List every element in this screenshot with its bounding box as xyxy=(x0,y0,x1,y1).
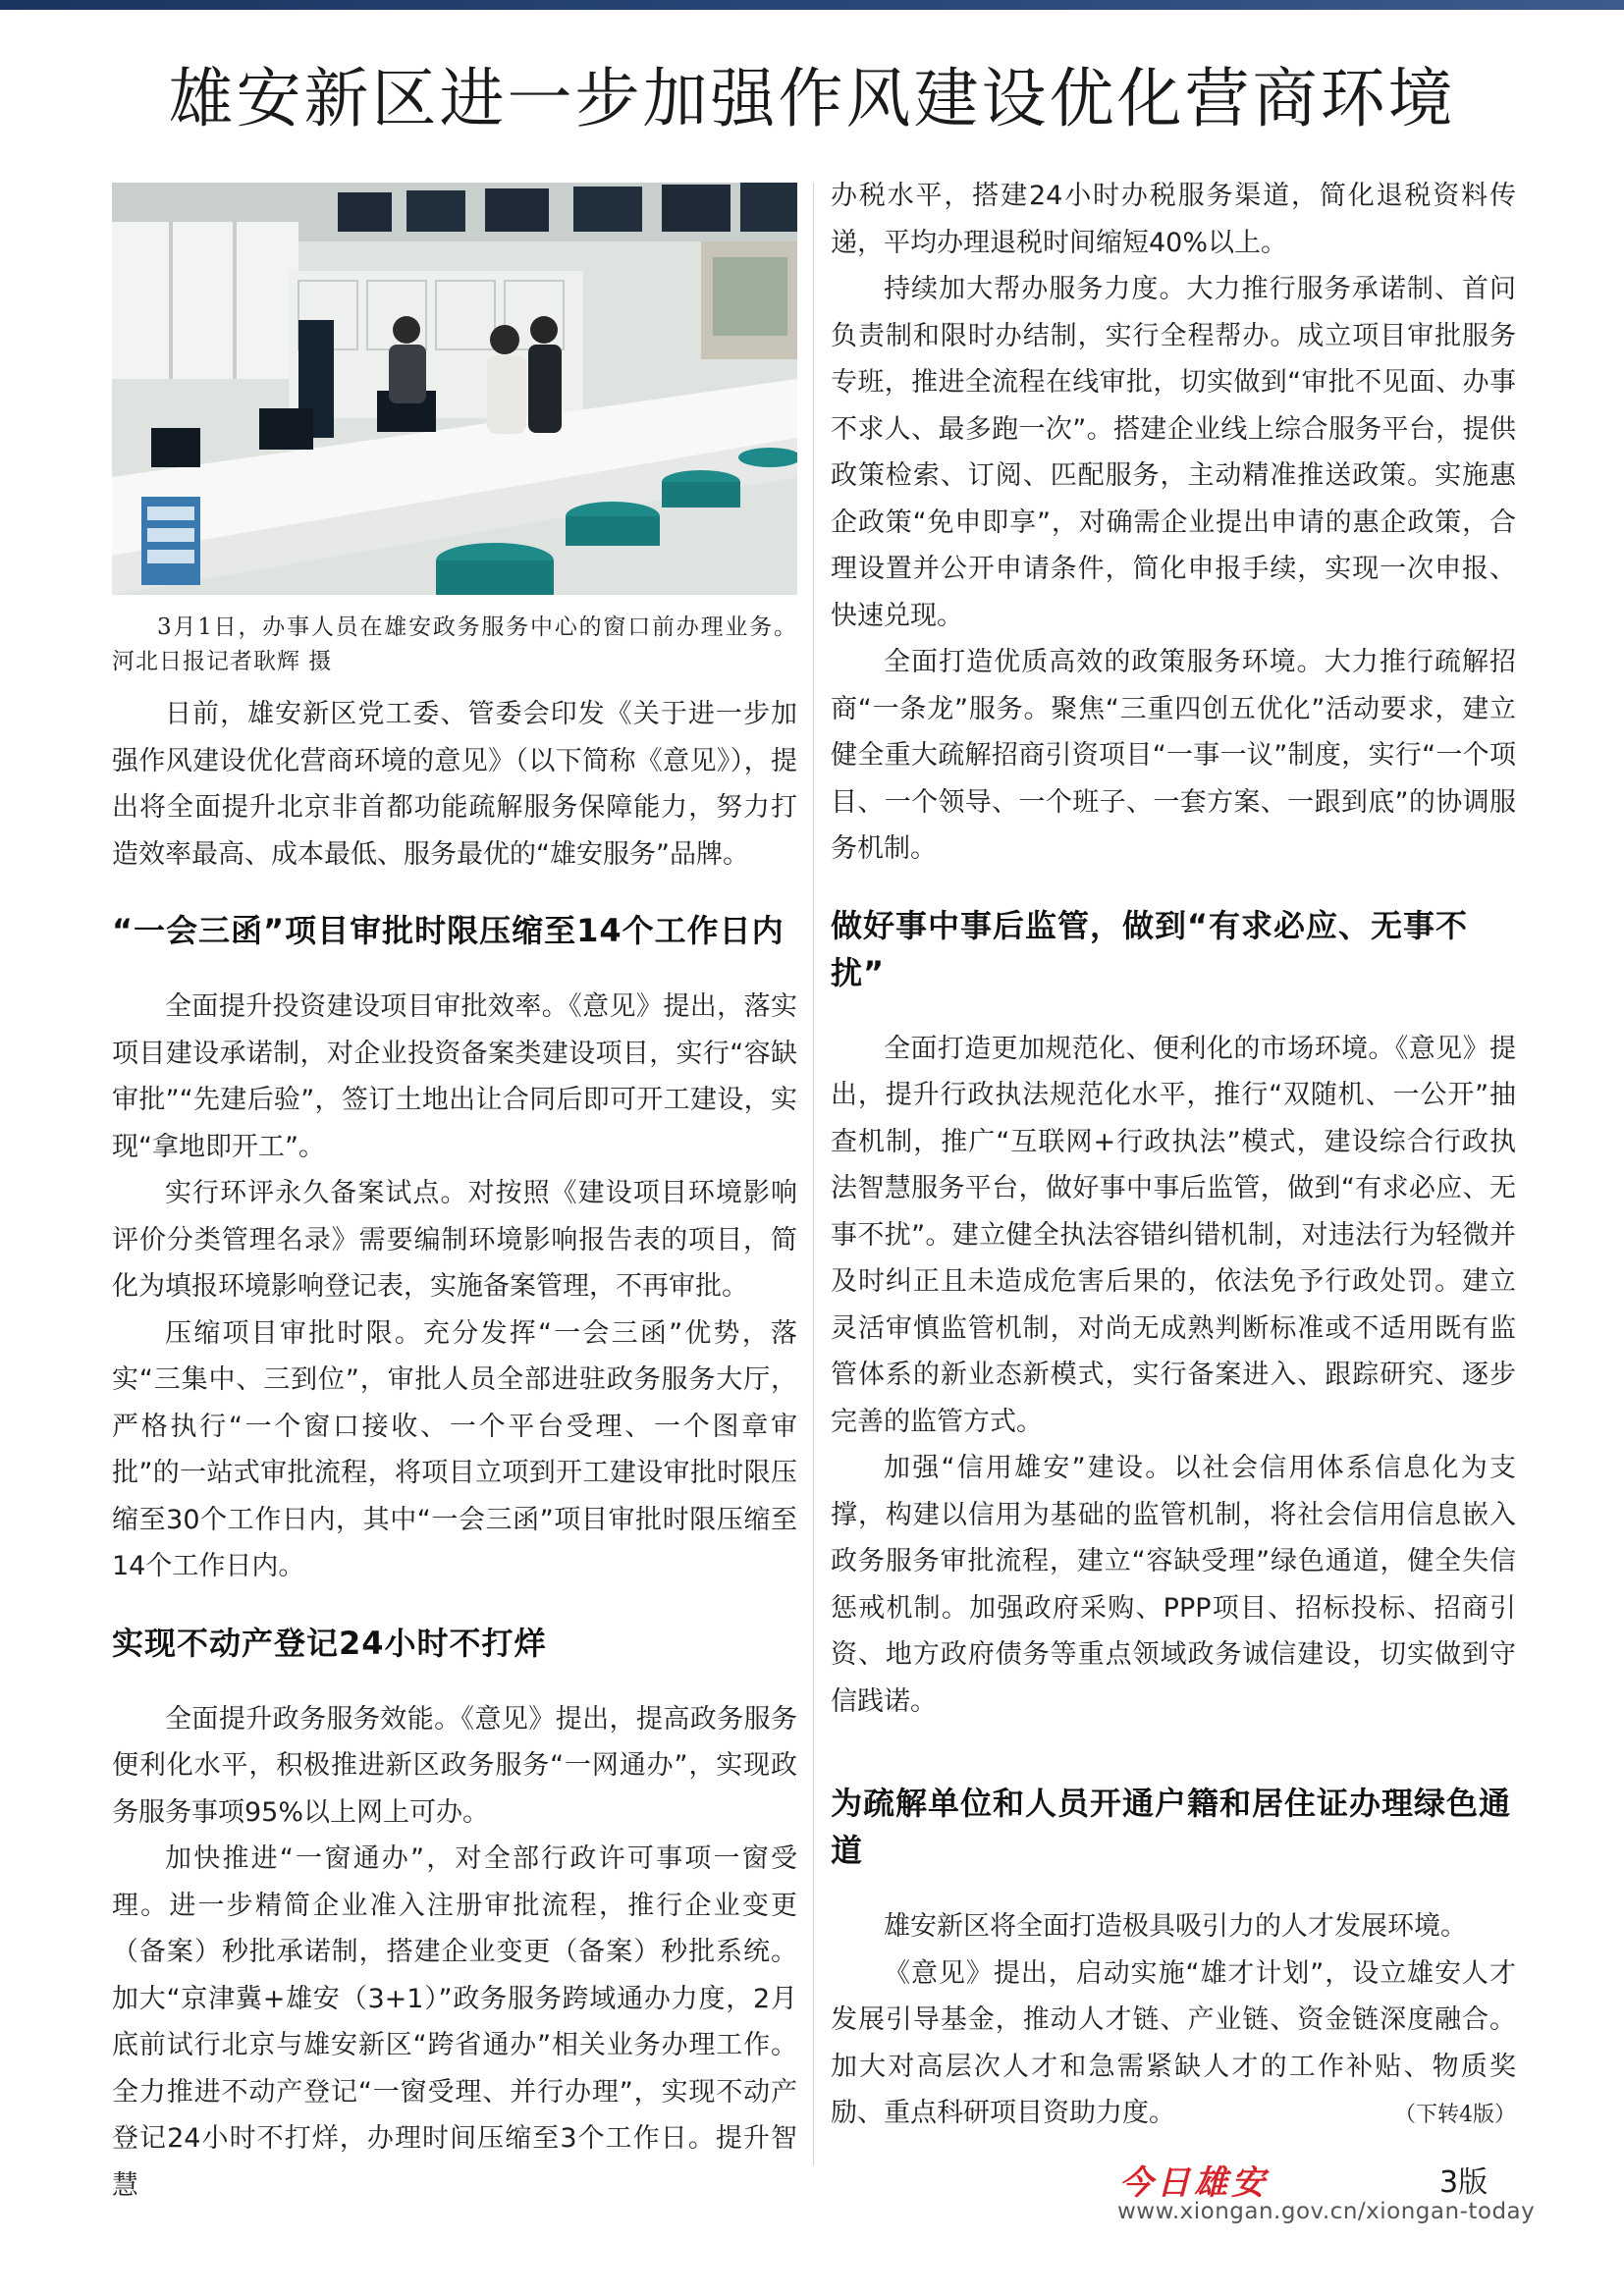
newspaper-logo: 今日雄安 xyxy=(1119,2163,1269,2203)
continued-paragraph: 办税水平，搭建24小时办税服务渠道，简化退税资料传递，平均办理退税时间缩短40%以上。 xyxy=(831,181,1516,258)
intro-paragraph: 日前，雄安新区党工委、管委会印发《关于进一步加强作风建设优化营商环境的意见》（以下简称《意见》），提出将全面提升北京非首都功能疏解服务保障能力，努力打造效率最高、成本最低、服务最优的“雄安服务”品牌。 xyxy=(112,699,797,870)
section-heading-1: “一会三函”项目审批时限压缩至14个工作日内 xyxy=(112,912,785,949)
news-photo xyxy=(112,183,797,595)
right-column xyxy=(831,173,1516,2139)
photo-caption: 3月1日，办事人员在雄安政务服务中心的窗口前办理业务。河北日报记者耿辉 摄 xyxy=(112,614,797,674)
paragraph: 全面提升政务服务效能。《意见》提出，提高政务服务便利化水平，积极推进新区政务服务“一网通办”，实现政务服务事项95%以上网上可办。 xyxy=(112,1703,797,1828)
section-heading-3: 做好事中事后监管，做到“有求必应、无事不扰” xyxy=(831,906,1469,991)
paragraph: 压缩项目审批时限。充分发挥“一会三函”优势，落实“三集中、三到位”，审批人员全部进驻政务服务大厅，严格执行“一个窗口接收、一个平台受理、一个图章审批”的一站式审批流程，将项目立项到开工建设审批时限压缩至30个工作日内，其中“一会三函”项目审批时限压缩至14个工作日内。 xyxy=(112,1317,797,1581)
paragraph: 全面打造优质高效的政策服务环境。大力推行疏解招商“一条龙”服务。聚焦“三重四创五优化”活动要求，建立健全重大疏解招商引资项目“一事一议”制度，实行“一个项目、一个领导、一个班子、一套方案、一跟到底”的协调服务机制。 xyxy=(831,647,1516,864)
paragraph: 全面打造更加规范化、便利化的市场环境。《意见》提出，提升行政执法规范化水平，推行“双随机、一公开”抽查机制，推广“互联网+行政执法”模式，建设综合行政执法智慧服务平台，做好事中事后监管，做到“有求必应、无事不扰”。建立健全执法容错纠错机制，对违法行为轻微并及时纠正且未造成危害后果的，依法免予行政处罚。建立灵活审慎监管机制，对尚无成熟判断标准或不适用既有监管体系的新业态新模式，实行备案进入、跟踪研究、逐步完善的监管方式。 xyxy=(831,1033,1516,1437)
paragraph: 持续加大帮办服务力度。大力推行服务承诺制、首问负责制和限时办结制，实行全程帮办。成立项目审批服务专班，推进全流程在线审批，切实做到“审批不见面、办事不求人、最多跑一次”。搭建企业线上综合服务平台，提供政策检索、订阅、匹配服务，主动精准推送政策。实施惠企政策“免申即享”，对确需企业提出申请的惠企政策，合理设置并公开申请条件，简化申报手续，实现一次申报、快速兑现。 xyxy=(831,274,1516,631)
footer-url: www.xiongan.gov.cn/xiongan-today xyxy=(1117,2199,1536,2224)
section-heading-4: 为疏解单位和人员开通户籍和居住证办理绿色通道 xyxy=(831,1785,1512,1869)
service-hall-photo xyxy=(112,183,797,595)
page-number: 3版 xyxy=(1439,2165,1489,2200)
top-color-bar xyxy=(0,0,1624,10)
column-divider xyxy=(813,183,814,2165)
paragraph-text: 《意见》提出，启动实施“雄才计划”，设立雄安人才发展引导基金，推动人才链、产业链、资金链深度融合。加大对高层次人才和急需紧缺人才的工作补贴、物质奖励、重点科研项目资助力度。 xyxy=(831,1957,1516,2128)
paragraph: 雄安新区将全面打造极具吸引力的人才发展环境。 xyxy=(884,1911,1467,1942)
left-column xyxy=(112,183,797,2209)
paragraph: 加强“信用雄安”建设。以社会信用体系信息化为支撑，构建以信用为基础的监管机制，将社会信用信息嵌入政务服务审批流程，建立“容缺受理”绿色通道，健全失信惩戒机制。加强政府采购、PPP项目、招标投标、招商引资、地方政府债务等重点领域政务诚信建设，切实做到守信践诺。 xyxy=(831,1453,1516,1717)
continued-note: （下转4版） xyxy=(1394,2103,1516,2127)
paragraph: 实行环评永久备案试点。对按照《建设项目环境影响评价分类管理名录》需要编制环境影响报告表的项目，简化为填报环境影响登记表，实施备案管理，不再审批。 xyxy=(112,1178,797,1302)
headline: 雄安新区进一步加强作风建设优化营商环境 xyxy=(168,61,1456,136)
paragraph xyxy=(831,1950,1516,2137)
paragraph: 全面提升投资建设项目审批效率。《意见》提出，落实项目建设承诺制，对企业投资备案类建设项目，实行“容缺审批”“先建后验”，签订土地出让合同后即可开工建设，实现“拿地即开工”。 xyxy=(112,991,797,1162)
section-heading-2: 实现不动产登记24小时不打烊 xyxy=(112,1624,547,1662)
paragraph: 加快推进“一窗通办”，对全部行政许可事项一窗受理。进一步精简企业准入注册审批流程，推行企业变更（备案）秒批承诺制，搭建企业变更（备案）秒批系统。加大“京津冀+雄安（3+1）”政务服务跨域通办力度，2月底前试行北京与雄安新区“跨省通办”相关业务办理工作。全力推进不动产登记“一窗受理、并行办理”，实现不动产登记24小时不打烊，办理时间压缩至3个工作日。提升智慧 xyxy=(112,1843,797,2201)
